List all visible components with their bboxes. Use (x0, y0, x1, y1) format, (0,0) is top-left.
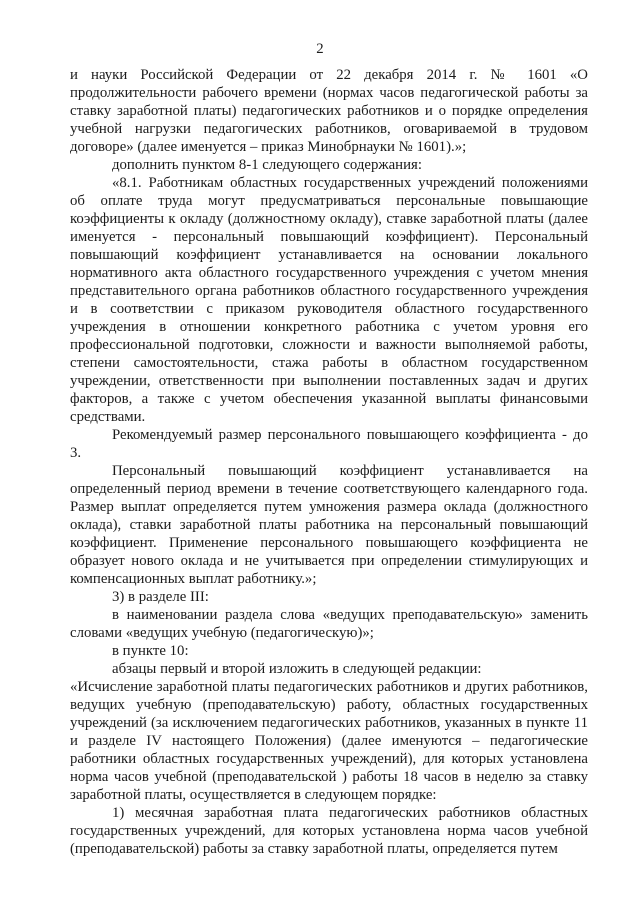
paragraph-salary-calculation: «Исчисление заработной платы педагогических работников и других работников, ведущих учебную (преподавательскую) работу, областных государственных учреждений (за исключением педагогических работников, указанных в пункте 11 и разделе IV настоящего Положения) (далее именуются – педагогические работники областных государственных учреждений), для которых установлена норма часов учебной (преподавательской ) работы 18 часов в неделю за ставку заработной платы, осуществляется в следующем порядке: (70, 679, 588, 803)
paragraph-recommended-coefficient: Рекомендуемый размер персонального повышающего коэффициента - до 3. (70, 427, 588, 461)
paragraph-abzatsy-edit: абзацы первый и второй изложить в следующей редакции: (112, 661, 482, 677)
paragraph-section-3: 3) в разделе III: (112, 589, 209, 605)
paragraph-section-title-change: в наименовании раздела слова «ведущих преподавательскую» заменить словами «ведущих учебную (педагогическую)»; (70, 607, 588, 641)
document-body (70, 66, 588, 858)
paragraph-item-10: в пункте 10: (112, 643, 189, 659)
paragraph-add-item-8-1: дополнить пунктом 8-1 следующего содержания: (112, 157, 422, 173)
paragraph-monthly-salary: 1) месячная заработная плата педагогических работников областных государственных учреждений, для которых установлена норма часов учебной (преподавательской) работы за ставку заработной платы, определяется путем (70, 805, 588, 857)
page-number: 2 (316, 41, 324, 57)
paragraph-item-8-1: «8.1. Работникам областных государственных учреждений положениями об оплате труда могут предусматриваться персональные повышающие коэффициенты к окладу (должностному окладу), ставке заработной платы (далее именуется - персональный повышающий коэффициент). Персональный повышающий коэффициент устанавливается на основании локального нормативного акта областного государственного учреждения с учетом мнения представительного органа работников областного государственного учреждения и в соответствии с приказом руководителя областного государственного учреждения в отношении конкретного работника с учетом уровня его профессиональной подготовки, сложности и важности выполняемой работы, степени самостоятельности, стажа работы в областном государственном учреждении, ответственности при выполнении поставленных задач и других факторов, а также с учетом обеспечения указанной выплаты финансовыми средствами. (70, 175, 588, 425)
paragraph-coefficient-period: Персональный повышающий коэффициент устанавливается на определенный период времени в течение соответствующего календарного года. Размер выплат определяется путем умножения размера оклада (должностного оклада), ставки заработной платы работника на персональный повышающий коэффициент. Применение персонального повышающего коэффициента не образует нового оклада и не учитывается при определении стимулирующих и компенсационных выплат работнику.»; (70, 463, 588, 587)
paragraph-order-reference: и науки Российской Федерации от 22 декабря 2014 г. № 1601 «О продолжительности рабочего времени (нормах часов педагогической работы за ставку заработной платы) педагогических работников и о порядке определения учебной нагрузки педагогических работников, оговариваемой в трудовом договоре» (далее именуется – приказ Минобрнауки № 1601).»; (70, 67, 588, 155)
